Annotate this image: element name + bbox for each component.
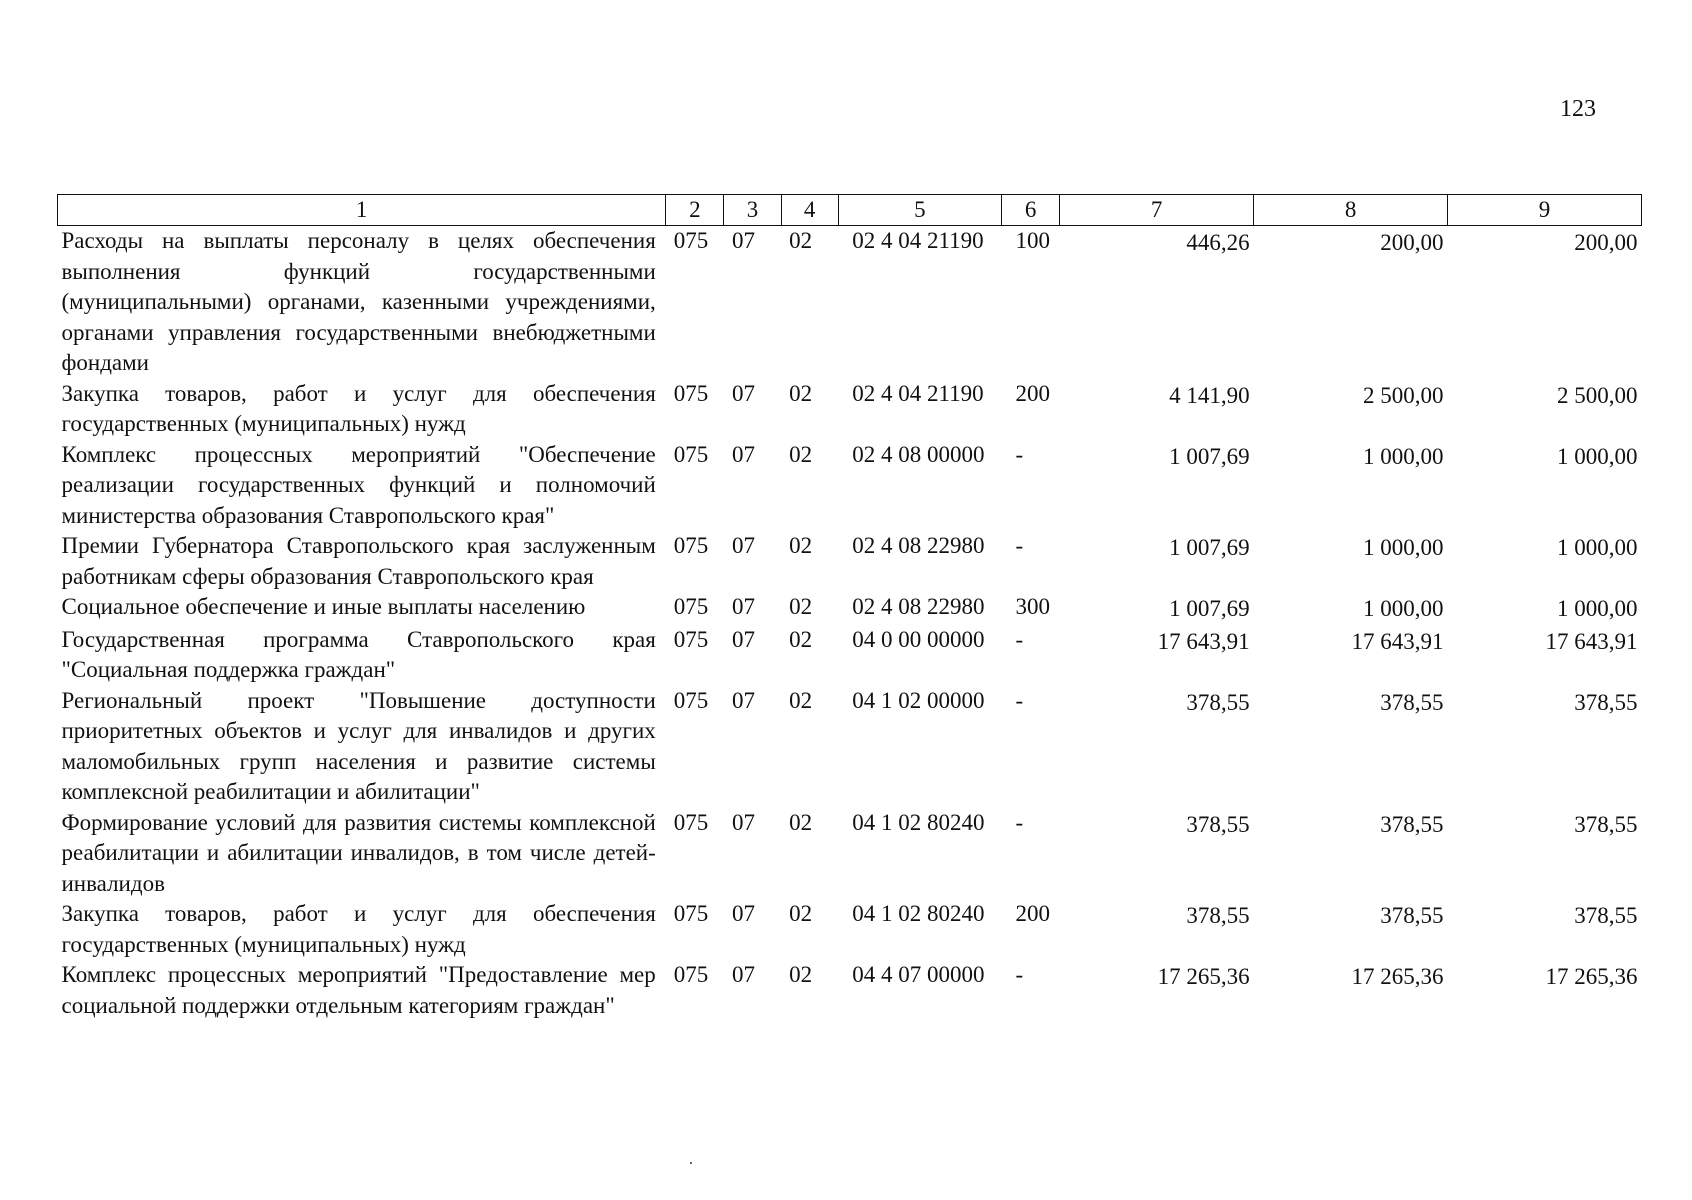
amount-col8: 378,55 — [1380, 689, 1444, 715]
target-article-code: 04 1 02 00000 — [852, 687, 985, 713]
amount-col8: 1 000,00 — [1363, 535, 1444, 560]
amount-col8-cell — [1254, 379, 1448, 440]
table-row — [58, 379, 1642, 440]
table-row — [58, 808, 1642, 900]
amount-col9-cell — [1448, 960, 1642, 1021]
subsection-code: 02 — [789, 533, 813, 558]
row-name: Формирование условий для развития системы комплексной реабилитации и абилитации инвалидов, в том числе детей-инвалидов — [61, 809, 656, 896]
amount-col8: 17 643,91 — [1351, 628, 1444, 654]
ministry-code: 075 — [673, 626, 709, 652]
amount-col8-cell — [1254, 808, 1448, 900]
amount-col8: 17 265,36 — [1351, 964, 1444, 989]
section-code: 07 — [731, 626, 755, 652]
column-header-2: 2 — [666, 195, 724, 226]
table-row — [58, 686, 1642, 808]
ministry-code: 075 — [673, 809, 709, 835]
section-code: 07 — [731, 687, 755, 713]
amount-col7: 1 007,69 — [1169, 596, 1250, 621]
row-name: Государственная программа Ставропольского края "Социальная поддержка граждан" — [61, 626, 656, 682]
table-row — [58, 592, 1642, 625]
amount-col9: 17 265,36 — [1545, 964, 1638, 989]
amount-col7-cell — [1060, 960, 1254, 1021]
amount-col8-cell — [1254, 686, 1448, 808]
amount-col9: 378,55 — [1574, 811, 1638, 837]
table-row — [58, 531, 1642, 592]
target-article-code: 02 4 04 21190 — [852, 228, 984, 253]
target-article-code: 02 4 08 00000 — [852, 441, 985, 467]
section-code: 07 — [731, 962, 755, 987]
amount-col9: 1 000,00 — [1557, 443, 1638, 469]
expense-type-code: - — [1015, 809, 1024, 835]
amount-col8-cell — [1254, 899, 1448, 960]
section-code: 07 — [731, 901, 755, 926]
amount-col8: 200,00 — [1380, 230, 1444, 255]
header-row — [58, 195, 1642, 226]
ministry-code: 075 — [673, 594, 709, 619]
amount-col7: 378,55 — [1186, 903, 1250, 928]
amount-col7-cell — [1060, 440, 1254, 532]
amount-col8: 1 000,00 — [1363, 443, 1444, 469]
column-header-9: 9 — [1448, 195, 1642, 226]
expense-type-code: - — [1015, 533, 1024, 558]
budget-table — [57, 194, 1642, 1021]
row-name: Закупка товаров, работ и услуг для обеспечения государственных (муниципальных) нужд — [61, 901, 656, 957]
amount-col7: 446,26 — [1186, 230, 1250, 255]
column-header-7: 7 — [1060, 195, 1254, 226]
amount-col9-cell — [1448, 686, 1642, 808]
subsection-code: 02 — [789, 687, 813, 713]
ministry-code: 075 — [673, 962, 709, 987]
target-article-code: 02 4 08 22980 — [852, 533, 985, 558]
section-code: 07 — [731, 533, 755, 558]
subsection-code: 02 — [789, 594, 813, 619]
amount-col9: 378,55 — [1574, 903, 1638, 928]
expense-type-code: - — [1015, 441, 1024, 467]
table-row — [58, 625, 1642, 686]
amount-col9: 1 000,00 — [1557, 535, 1638, 560]
amount-col7-cell — [1060, 226, 1254, 379]
amount-col9-cell — [1448, 808, 1642, 900]
ministry-code: 075 — [673, 380, 709, 406]
column-header-4: 4 — [781, 195, 838, 226]
amount-col7: 378,55 — [1186, 811, 1250, 837]
target-article-code: 02 4 08 22980 — [852, 594, 985, 619]
amount-col9: 2 500,00 — [1557, 382, 1638, 408]
amount-col8: 378,55 — [1380, 811, 1444, 837]
page-number: 123 — [1560, 96, 1596, 122]
table-header — [58, 195, 1642, 226]
ministry-code: 075 — [673, 228, 709, 253]
amount-col8-cell — [1254, 531, 1448, 592]
row-name: Комплекс процессных мероприятий "Предоставление мер социальной поддержки отдельным категориям граждан" — [61, 962, 656, 1018]
amount-col7-cell — [1060, 592, 1254, 625]
table-row — [58, 899, 1642, 960]
target-article-code: 04 0 00 00000 — [852, 626, 985, 652]
column-header-8: 8 — [1254, 195, 1448, 226]
ministry-code: 075 — [673, 687, 709, 713]
subsection-code: 02 — [789, 441, 813, 467]
subsection-code: 02 — [789, 901, 813, 926]
target-article-code: 04 4 07 00000 — [852, 962, 985, 987]
amount-col9: 378,55 — [1574, 689, 1638, 715]
target-article-code: 02 4 04 21190 — [852, 380, 984, 406]
target-article-code: 04 1 02 80240 — [852, 809, 985, 835]
section-code: 07 — [731, 228, 755, 253]
row-name: Закупка товаров, работ и услуг для обеспечения государственных (муниципальных) нужд — [61, 380, 656, 436]
ministry-code: 075 — [673, 441, 709, 467]
expense-type-code: 200 — [1015, 380, 1051, 406]
expense-type-code: 200 — [1015, 901, 1051, 926]
section-code: 07 — [731, 594, 755, 619]
amount-col8: 1 000,00 — [1363, 596, 1444, 621]
amount-col9: 1 000,00 — [1557, 596, 1638, 621]
amount-col7: 4 141,90 — [1169, 382, 1250, 408]
amount-col7: 17 265,36 — [1157, 964, 1250, 989]
amount-col7-cell — [1060, 899, 1254, 960]
subsection-code: 02 — [789, 380, 813, 406]
amount-col9-cell — [1448, 226, 1642, 379]
amount-col7-cell — [1060, 531, 1254, 592]
table-row — [58, 440, 1642, 532]
row-name: Премии Губернатора Ставропольского края заслуженным работникам сферы образования Ставропольского края — [61, 533, 656, 589]
ministry-code: 075 — [673, 533, 709, 558]
amount-col7: 378,55 — [1186, 689, 1250, 715]
amount-col9: 200,00 — [1574, 230, 1638, 255]
amount-col8-cell — [1254, 625, 1448, 686]
column-header-1: 1 — [58, 195, 666, 226]
amount-col9-cell — [1448, 440, 1642, 532]
section-code: 07 — [731, 809, 755, 835]
expense-type-code: - — [1015, 962, 1024, 987]
target-article-code: 04 1 02 80240 — [852, 901, 985, 926]
amount-col7: 17 643,91 — [1157, 628, 1250, 654]
column-header-5: 5 — [838, 195, 1001, 226]
amount-col9-cell — [1448, 592, 1642, 625]
expense-type-code: - — [1015, 687, 1024, 713]
amount-col9-cell — [1448, 899, 1642, 960]
expense-type-code: - — [1015, 626, 1024, 652]
amount-col7: 1 007,69 — [1169, 443, 1250, 469]
subsection-code: 02 — [789, 228, 813, 253]
amount-col8: 2 500,00 — [1363, 382, 1444, 408]
table-row — [58, 226, 1642, 379]
expense-type-code: 100 — [1015, 228, 1051, 253]
section-code: 07 — [731, 380, 755, 406]
amount-col8: 378,55 — [1380, 903, 1444, 928]
amount-col8-cell — [1254, 592, 1448, 625]
subsection-code: 02 — [789, 809, 813, 835]
amount-col8-cell — [1254, 960, 1448, 1021]
amount-col7-cell — [1060, 625, 1254, 686]
subsection-code: 02 — [789, 962, 813, 987]
row-name: Комплекс процессных мероприятий "Обеспечение реализации государственных функций и полномочий министерства образования Ставропольского края" — [61, 441, 656, 528]
amount-col8-cell — [1254, 440, 1448, 532]
amount-col9-cell — [1448, 625, 1642, 686]
column-header-3: 3 — [724, 195, 781, 226]
amount-col9-cell — [1448, 379, 1642, 440]
amount-col7-cell — [1060, 686, 1254, 808]
table-row — [58, 960, 1642, 1021]
scan-speck — [690, 1162, 692, 1164]
column-header-6: 6 — [1002, 195, 1060, 226]
amount-col9: 17 643,91 — [1545, 628, 1638, 654]
amount-col7: 1 007,69 — [1169, 535, 1250, 560]
amount-col7-cell — [1060, 379, 1254, 440]
ministry-code: 075 — [673, 901, 709, 926]
amount-col8-cell — [1254, 226, 1448, 379]
amount-col9-cell — [1448, 531, 1642, 592]
amount-col7-cell — [1060, 808, 1254, 900]
expense-type-code: 300 — [1015, 594, 1051, 619]
section-code: 07 — [731, 441, 755, 467]
row-name: Социальное обеспечение и иные выплаты населению — [61, 594, 586, 619]
row-name: Региональный проект "Повышение доступности приоритетных объектов и услуг для инвалидов и других маломобильных групп населения и развитие системы комплексной реабилитации и абилитации" — [61, 687, 656, 804]
row-name: Расходы на выплаты персоналу в целях обеспечения выполнения функций государственными (муниципальными) органами, казенными учреждениями, органами управления государственными внебюджетными фондами — [61, 228, 656, 375]
subsection-code: 02 — [789, 626, 813, 652]
table-body — [58, 226, 1642, 1022]
